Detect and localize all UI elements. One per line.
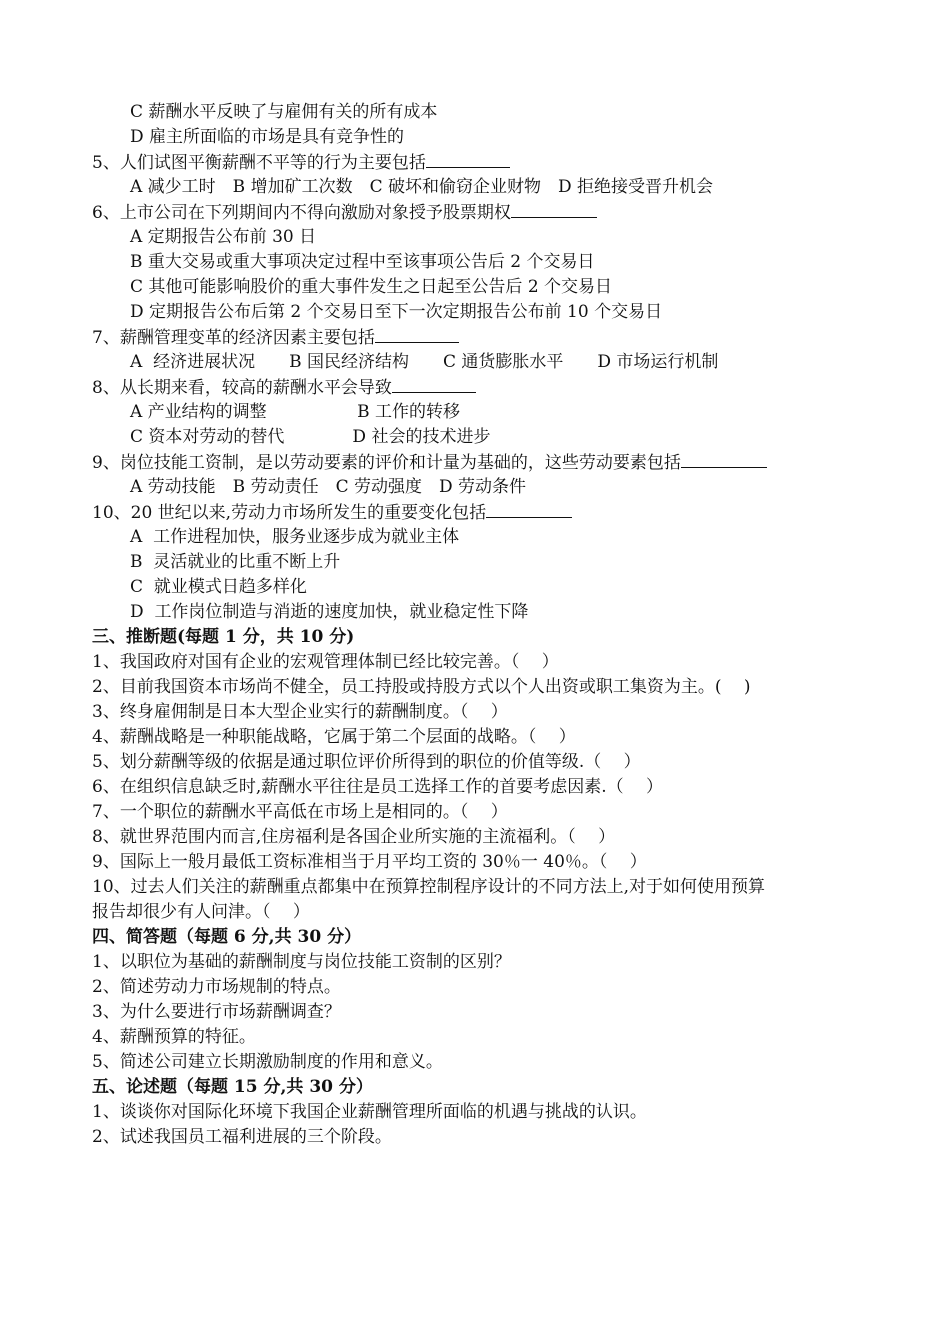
option-line: C 其他可能影响股价的重大事件发生之日起至公告后 2 个交易日 [130, 277, 613, 297]
section-heading: 五、论述题（每题 15 分,共 30 分） [92, 1077, 373, 1097]
question-item: 8、就世界范围内而言,住房福利是各国企业所实施的主流福利。（ ） [92, 827, 616, 847]
section-heading: 四、简答题（每题 6 分,共 30 分） [92, 927, 362, 947]
question-stem: 8、从长期来看，较高的薪酬水平会导致 [92, 375, 476, 399]
question-item: 1、以职位为基础的薪酬制度与岗位技能工资制的区别？ [92, 952, 511, 972]
option-line: D 工作岗位制造与消逝的速度加快，就业稳定性下降 [130, 602, 529, 622]
section-heading: 三、推断题(每题 1 分，共 10 分) [92, 627, 355, 647]
option-line: B 重大交易或重大事项决定过程中至该事项公告后 2 个交易日 [130, 252, 595, 272]
question-item: 6、在组织信息缺乏时,薪酬水平往往是员工选择工作的首要考虑因素.（ ） [92, 777, 664, 797]
question-item: 2、试述我国员工福利进展的三个阶段。 [92, 1127, 392, 1147]
question-item: 4、薪酬预算的特征。 [92, 1027, 256, 1047]
question-item: 报告却很少有人问津。（ ） [92, 902, 310, 922]
question-item: 2、简述劳动力市场规制的特点。 [92, 977, 341, 997]
answer-blank [426, 150, 510, 168]
question-stem: 7、薪酬管理变革的经济因素主要包括 [92, 325, 459, 349]
question-item: 10、过去人们关注的薪酬重点都集中在预算控制程序设计的不同方法上,对于如何使用预算 [92, 877, 766, 897]
question-item: 5、划分薪酬等级的依据是通过职位评价所得到的职位的价值等级.（ ） [92, 752, 641, 772]
option-line: D 定期报告公布后第 2 个交易日至下一次定期报告公布前 10 个交易日 [130, 302, 663, 322]
option-line: C 薪酬水平反映了与雇佣有关的所有成本 [130, 102, 438, 122]
question-stem: 6、上市公司在下列期间内不得向激励对象授予股票期权 [92, 200, 597, 224]
option-line: C 就业模式日趋多样化 [130, 577, 307, 597]
answer-blank [392, 375, 476, 393]
question-stem: 9、岗位技能工资制，是以劳动要素的评价和计量为基础的，这些劳动要素包括 [92, 450, 767, 474]
option-line: A 经济进展状况 B 国民经济结构 C 通货膨胀水平 D 市场运行机制 [130, 352, 719, 372]
question-item: 2、目前我国资本市场尚不健全，员工持股或持股方式以个人出资或职工集资为主。( ) [92, 677, 751, 697]
question-item: 9、国际上一般月最低工资标准相当于月平均工资的 30％一 40％。（ ） [92, 852, 647, 872]
option-line: A 减少工时 B 增加矿工次数 C 破坏和偷窃企业财物 D 拒绝接受晋升机会 [130, 177, 714, 197]
question-item: 3、为什么要进行市场薪酬调查？ [92, 1002, 341, 1022]
question-item: 1、我国政府对国有企业的宏观管理体制已经比较完善。（ ） [92, 652, 559, 672]
option-line: A 工作进程加快，服务业逐步成为就业主体 [130, 527, 460, 547]
question-item: 3、终身雇佣制是日本大型企业实行的薪酬制度。（ ） [92, 702, 508, 722]
answer-blank [375, 325, 459, 343]
option-line: D 雇主所面临的市场是具有竞争性的 [130, 127, 405, 147]
option-line: A 劳动技能 B 劳动责任 C 劳动强度 D 劳动条件 [130, 477, 527, 497]
question-item: 7、一个职位的薪酬水平高低在市场上是相同的。（ ） [92, 802, 508, 822]
answer-blank [511, 200, 597, 218]
option-line: B 灵活就业的比重不断上升 [130, 552, 341, 572]
option-line: C 资本对劳动的替代 D 社会的技术进步 [130, 427, 491, 447]
question-item: 5、简述公司建立长期激励制度的作用和意义。 [92, 1052, 443, 1072]
question-item: 1、谈谈你对国际化环境下我国企业薪酬管理所面临的机遇与挑战的认识。 [92, 1102, 647, 1122]
question-stem: 5、人们试图平衡薪酬不平等的行为主要包括 [92, 150, 510, 174]
question-item: 4、薪酬战略是一种职能战略，它属于第二个层面的战略。（ ） [92, 727, 576, 747]
answer-blank [486, 500, 572, 518]
answer-blank [681, 450, 767, 468]
option-line: A 定期报告公布前 30 日 [130, 227, 317, 247]
option-line: A 产业结构的调整 B 工作的转移 [130, 402, 460, 422]
question-stem: 10、20 世纪以来,劳动力市场所发生的重要变化包括 [92, 500, 572, 524]
